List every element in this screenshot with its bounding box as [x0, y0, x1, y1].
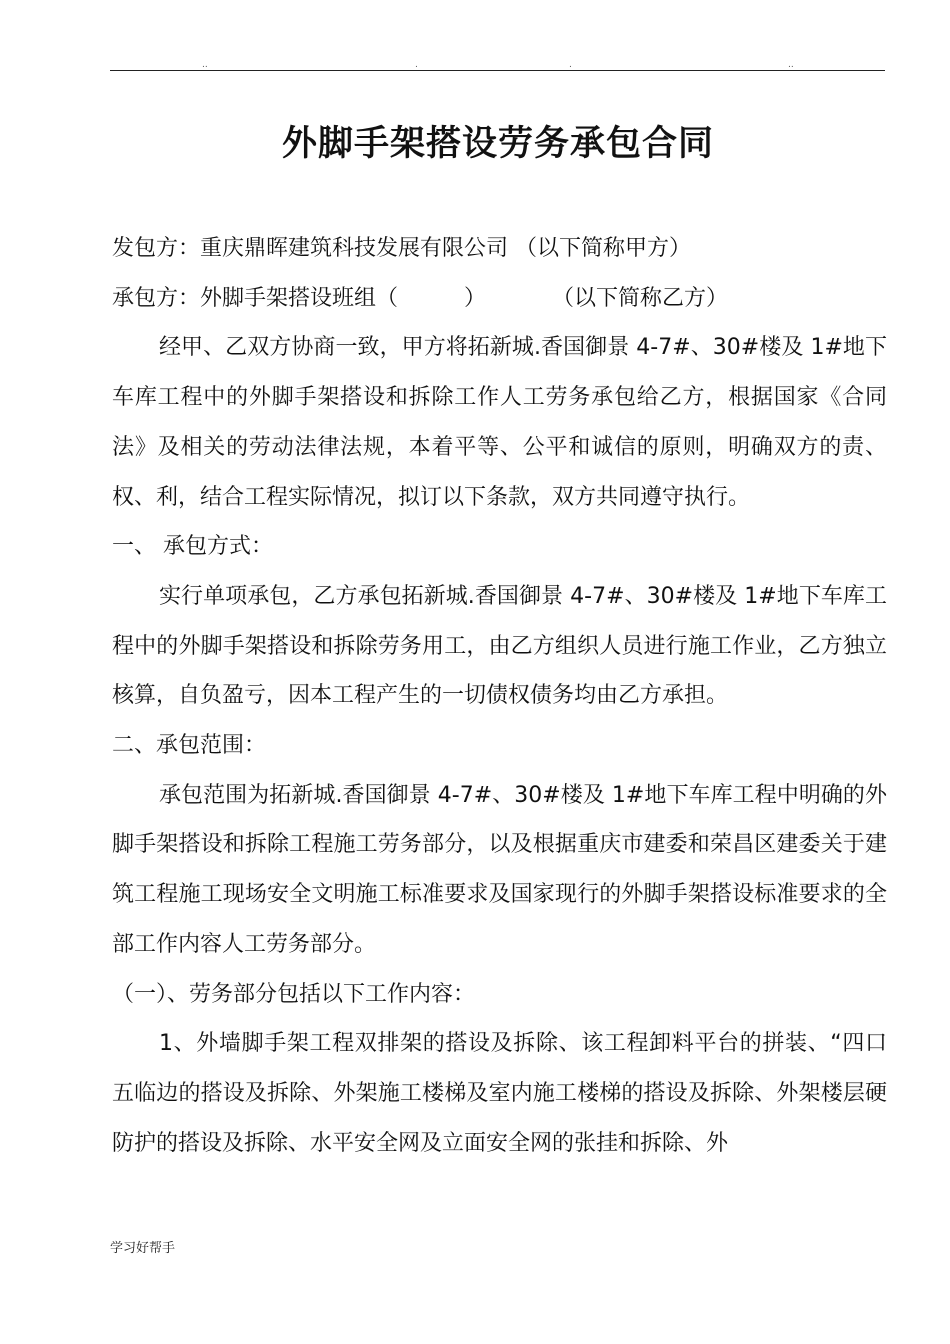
labor-content-item-1: 1、外墙脚手架工程双排架的搭设及拆除、该工程卸料平台的拼装、“四口五临边的搭设及拆除、外架施工楼梯及室内施工楼梯的搭设及拆除、外架楼层硬防护的搭设及拆除、水平安全网及立面安全网的张挂和拆除、外	[112, 1031, 887, 1156]
header-mark: ..	[202, 60, 208, 70]
page-footer: 学习好帮手	[110, 1241, 176, 1256]
header-mark: .	[415, 60, 418, 70]
header-rule	[110, 70, 885, 71]
document-body	[112, 224, 887, 1168]
header-mark: .	[569, 60, 572, 70]
section-heading-contract-scope: 二、承包范围：	[112, 733, 267, 759]
section-heading-contract-method: 一、 承包方式：	[112, 534, 273, 560]
document-title: 外脚手架搭设劳务承包合同	[281, 124, 714, 164]
party-a-line: 发包方：重庆鼎晖建筑科技发展有限公司 （以下简称甲方）	[112, 236, 691, 261]
contract-method-paragraph: 实行单项承包，乙方承包拓新城.香国御景 4-7#、30#楼及 1#地下车库工程中的外脚手架搭设和拆除劳务用工，由乙方组织人员进行施工作业，乙方独立核算，自负盈亏，因本工程产生的一切债权债务均由乙方承担。	[112, 583, 887, 709]
contract-scope-paragraph: 承包范围为拓新城.香国御景 4-7#、30#楼及 1#地下车库工程中明确的外脚手架搭设和拆除工程施工劳务部分，以及根据重庆市建委和荣昌区建委关于建筑工程施工现场安全文明施工标准要求及国家现行的外脚手架搭设标准要求的全部工作内容人工劳务部分。	[112, 782, 887, 957]
header-mark: ..	[788, 60, 794, 70]
party-b-line: 承包方：外脚手架搭设班组（ ） （以下简称乙方）	[112, 285, 729, 311]
subsection-heading-labor-content: （一）、劳务部分包括以下工作内容：	[112, 981, 476, 1007]
preamble-paragraph: 经甲、乙双方协商一致，甲方将拓新城.香国御景 4-7#、30#楼及 1#地下车库工程中的外脚手架搭设和拆除工作人工劳务承包给乙方，根据国家《合同法》及相关的劳动法律法规，本着平等、公平和诚信的原则，明确双方的责、权、利，结合工程实际情况，拟订以下条款，双方共同遵守执行。	[112, 335, 887, 510]
